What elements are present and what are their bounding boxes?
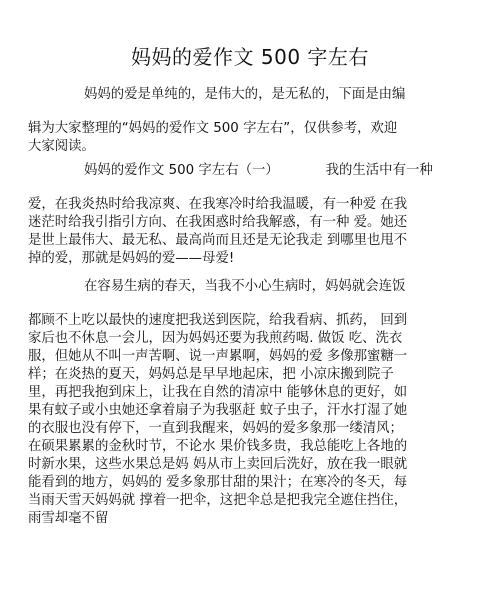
paragraph-line: 样；在炎热的夏天，妈妈总是早早地起床，把 小凉床搬到院子 [28, 367, 394, 382]
paragraph-line: 的衣服也没有停下，一直到我醒来，妈妈的爱多象那一缕清风； [28, 421, 403, 436]
paragraph-line: 迷茫时给我引指引方向、在我困惑时给我解惑，有一种 爱。她还 [28, 215, 408, 230]
paragraph-line: 爱，在我炎热时给我凉爽、在我寒冷时给我温暖，有一种爱 在我 [28, 197, 408, 212]
paragraph-line: 雨雪却毫不留 [28, 511, 109, 526]
section-heading: 妈妈的爱作文 500 字左右（一） 我的生活中有一种 [84, 163, 433, 178]
paragraph-line: 果有蚊子或小虫她还拿着扇子为我驱赶 蚊子虫子，汗水打湿了她 [28, 403, 408, 418]
paragraph-line: 是世上最伟大、最无私、最高尚而且还是无论我走 到哪里也甩不 [28, 233, 408, 248]
intro-line: 妈妈的爱是单纯的，是伟大的，是无私的，下面是由编 [84, 87, 406, 102]
paragraph-line: 掉的爱，那就是妈妈的爱——母爱! [28, 251, 235, 266]
intro-line: 大家阅读。 [28, 139, 95, 154]
paragraph-line: 能看到的地方，妈妈的 爱多象那甘甜的果汁；在寒冷的冬天，每 [28, 475, 408, 490]
paragraph-line: 时新水果，这些水果总是妈 妈从市上卖回后洗好，放在我一眼就 [28, 457, 408, 472]
paragraph-line: 在硕果累累的金秋时节，不论水 果价钱多贵，我总能吃上各地的 [28, 439, 408, 454]
paragraph-line: 在容易生病的春天，当我不小心生病时，妈妈就会连饭 [84, 279, 406, 294]
document-title: 妈妈的爱作文 500 字左右 [131, 45, 369, 69]
paragraph-line: 都顾不上吃以最快的速度把我送到医院，给我看病、抓药， 回到 [28, 313, 408, 328]
paragraph-line: 家后也不休息一会儿，因为妈妈还要为我煎药喝. 做饭 吃、洗衣 [28, 331, 403, 346]
paragraph-line: 当雨天雪天妈妈就 撑着一把伞，这把伞总是把我完全遮住挡住， [28, 493, 408, 508]
paragraph-line: 里，再把我抱到床上，让我在自然的清凉中 能够休息的更好，如 [28, 385, 408, 400]
paragraph-line: 服，但她从不叫一声苦啊、说一声累啊，妈妈的爱 多像那蜜糖一 [28, 349, 408, 364]
intro-line: 辑为大家整理的“妈妈的爱作文 500 字左右”，仅供参考，欢迎 [28, 121, 398, 136]
